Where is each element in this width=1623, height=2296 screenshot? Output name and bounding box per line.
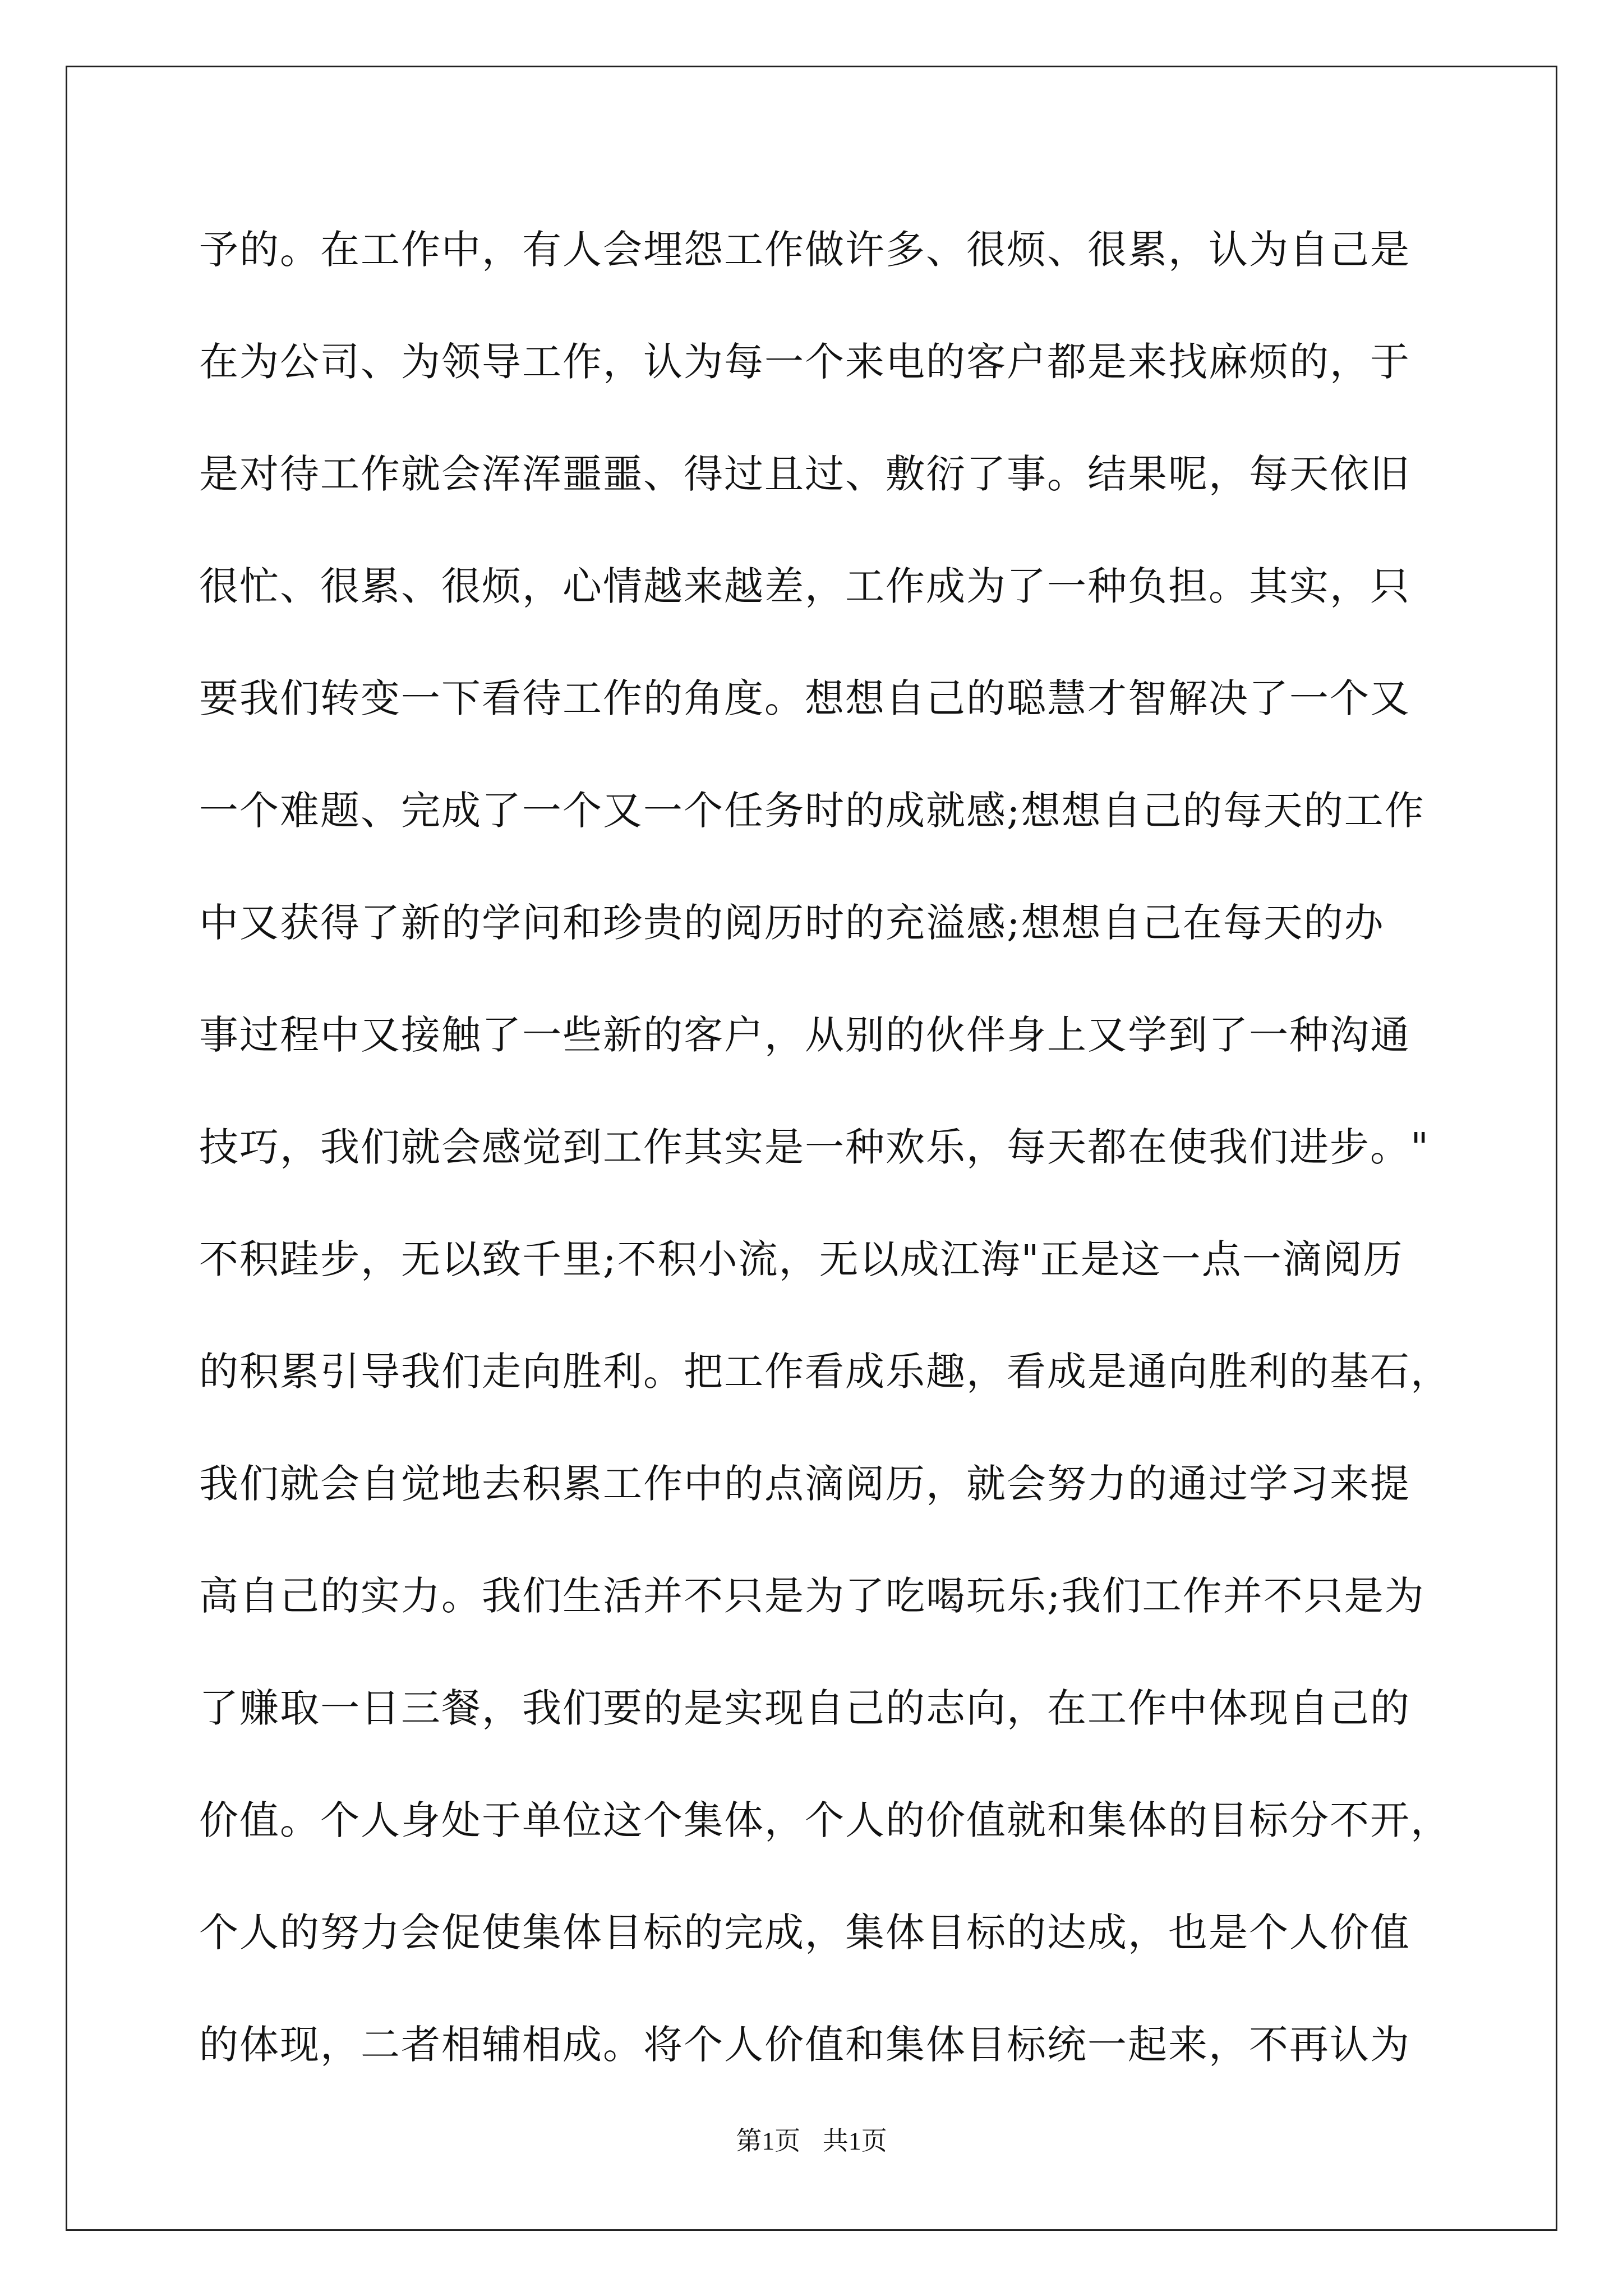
text-line: 一个难题、完成了一个又一个任务时的成就感;想想自己的每天的工作 <box>199 788 1425 834</box>
text-line: 的体现，二者相辅相成。将个人价值和集体目标统一起来，不再认为 <box>199 2022 1410 2068</box>
text-line: 要我们转变一下看待工作的角度。想想自己的聪慧才智解决了一个又 <box>199 675 1410 721</box>
page-total: 共1页 <box>822 2127 887 2155</box>
text-line: 高自己的实力。我们生活并不只是为了吃喝玩乐;我们工作并不只是为 <box>199 1573 1425 1619</box>
text-line: 不积跬步，无以致千里;不积小流，无以成江海"正是这一点一滴阅历 <box>199 1236 1404 1282</box>
text-line: 个人的努力会促使集体目标的完成，集体目标的达成，也是个人价值 <box>199 1910 1410 1955</box>
text-line: 很忙、很累、很烦，心情越来越差，工作成为了一种负担。其实，只 <box>199 563 1410 609</box>
text-line: 在为公司、为领导工作，认为每一个来电的客户都是来找麻烦的，于 <box>199 339 1410 385</box>
text-line: 予的。在工作中，有人会埋怨工作做许多、很烦、很累，认为自己是 <box>199 227 1410 273</box>
text-line: 中又获得了新的学问和珍贵的阅历时的充溢感;想想自己在每天的办 <box>199 900 1385 946</box>
page-number: 第1页 <box>736 2127 801 2155</box>
page-footer <box>0 2120 1623 2157</box>
document-body <box>199 216 1451 2123</box>
text-line: 我们就会自觉地去积累工作中的点滴阅历，就会努力的通过学习来提 <box>199 1461 1410 1507</box>
text-line: 的积累引导我们走向胜利。把工作看成乐趣，看成是通向胜利的基石， <box>199 1349 1451 1395</box>
text-line: 是对待工作就会浑浑噩噩、得过且过、敷衍了事。结果呢，每天依旧 <box>199 451 1410 497</box>
text-line: 价值。个人身处于单位这个集体，个人的价值就和集体的目标分不开， <box>199 1797 1451 1843</box>
text-line: 了赚取一日三餐，我们要的是实现自己的志向，在工作中体现自己的 <box>199 1685 1410 1731</box>
text-line: 事过程中又接触了一些新的客户，从别的伙伴身上又学到了一种沟通 <box>199 1012 1410 1058</box>
text-line: 技巧，我们就会感觉到工作其实是一种欢乐，每天都在使我们进步。" <box>199 1124 1430 1170</box>
